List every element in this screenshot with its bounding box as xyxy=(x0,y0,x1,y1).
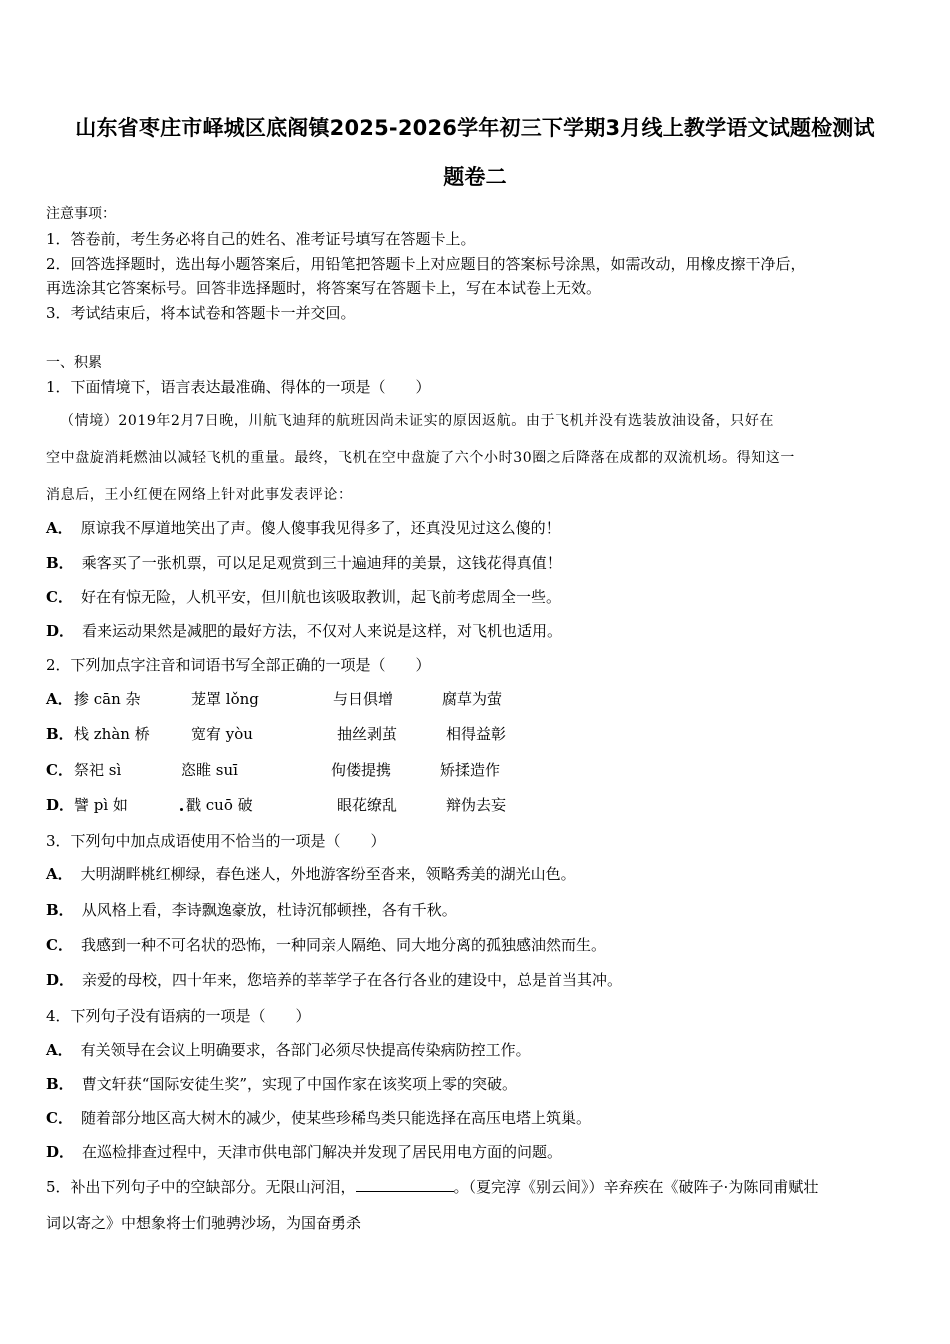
question-stem: 4．下列句子没有语病的一项是（ ） xyxy=(46,1007,311,1025)
option-letter: B． xyxy=(46,725,74,743)
notice-item-2: 2．回答选择题时，选出每小题答案后，用铅笔把答题卡上对应题目的答案标号涂黑，如需改动，用橡皮擦干净后， xyxy=(46,255,806,273)
stem-text: 5．补出下列句子中的空缺部分。无限山河泪， xyxy=(46,1178,356,1196)
answer-option[interactable] xyxy=(46,1141,562,1162)
option-text: 我感到一种不可名状的恐怖，一种同亲人隔绝、同大地分离的孤独感油然而生。 xyxy=(80,936,606,954)
answer-option[interactable] xyxy=(46,552,562,573)
notice-item-2-continued: 再选涂其它答案标号。回答非选择题时，将答案写在答题卡上，写在本试卷上无效。 xyxy=(46,279,602,297)
option-text: 有关领导在会议上明确要求，各部门必须尽快提高传染病防控工作。 xyxy=(80,1041,531,1059)
fill-in-blank[interactable] xyxy=(356,1177,454,1192)
question-stem: 3．下列句中加点成语使用不恰当的一项是（ ） xyxy=(46,832,386,850)
answer-option[interactable] xyxy=(46,620,562,641)
answer-option[interactable] xyxy=(46,969,622,990)
option-cell: 佝偻提携 xyxy=(331,761,392,779)
stem-text: 。（夏完淳《别云间》）辛弃疾在《破阵子·为陈同甫赋壮 xyxy=(453,1178,819,1196)
option-text: 亲爱的母校，四十年来，您培养的莘莘学子在各行各业的建设中，总是首当其冲。 xyxy=(82,971,623,989)
option-cell: 恣睢 suī xyxy=(181,761,238,779)
option-text: 在巡检排查过程中，天津市供电部门解决并发现了居民用电方面的问题。 xyxy=(82,1143,563,1161)
option-letter: D． xyxy=(46,971,75,989)
option-cell: 腐草为萤 xyxy=(442,690,503,708)
option-cell: 与日俱增 xyxy=(333,690,394,708)
notice-item-3: 3．考试结束后，将本试卷和答题卡一并交回。 xyxy=(46,304,356,322)
answer-option[interactable] xyxy=(46,1039,531,1060)
option-letter: C． xyxy=(46,761,73,779)
option-cell: 栈 zhàn 桥 xyxy=(74,725,150,743)
option-letter: A． xyxy=(46,519,73,537)
option-text: 看来运动果然是减肥的最好方法，不仅对人来说是这样，对飞机也适用。 xyxy=(82,622,563,640)
option-cell: 宽宥 yòu xyxy=(191,725,253,743)
question-stem xyxy=(46,1176,818,1197)
option-letter: B． xyxy=(46,901,74,919)
option-text: 好在有惊无险，人机平安，但川航也该吸取教训，起飞前考虑周全一些。 xyxy=(80,588,561,606)
option-cell: 抽丝剥茧 xyxy=(337,725,398,743)
option-letter: D． xyxy=(46,1143,75,1161)
context-line: 空中盘旋消耗燃油以减轻飞机的重量。最终，飞机在空中盘旋了六个小时30圈之后降落在成都的双流机场。得知这一 xyxy=(46,450,796,466)
notice-heading: 注意事项： xyxy=(46,206,116,222)
option-letter: D． xyxy=(46,622,75,640)
option-cell: 眼花缭乱 xyxy=(337,796,398,814)
notice-item-1: 1．答卷前，考生务必将自己的姓名、准考证号填写在答题卡上。 xyxy=(46,230,476,248)
context-line: 消息后，王小红便在网络上针对此事发表评论： xyxy=(46,487,353,503)
option-text: 随着部分地区高大树木的减少，使某些珍稀鸟类只能选择在高压电塔上筑巢。 xyxy=(80,1109,591,1127)
option-text: 大明湖畔桃红柳绿，春色迷人，外地游客纷至沓来，领略秀美的湖光山色。 xyxy=(80,865,576,883)
option-letter: C． xyxy=(46,1109,73,1127)
question-stem: 1．下面情境下，语言表达最准确、得体的一项是（ ） xyxy=(46,378,431,396)
answer-option[interactable] xyxy=(46,1107,591,1128)
option-text: 原谅我不厚道地笑出了声。傻人傻事我见得多了，还真没见过这么傻的！ xyxy=(80,519,561,537)
option-cell: 矫揉造作 xyxy=(440,761,501,779)
answer-option[interactable] xyxy=(46,1073,517,1094)
answer-option[interactable] xyxy=(46,586,561,607)
question-stem: 2．下列加点字注音和词语书写全部正确的一项是（ ） xyxy=(46,656,431,674)
option-cell: 祭祀 sì xyxy=(74,761,122,779)
question-stem-continued: 词以寄之》中想象将士们驰骋沙场，为国奋勇杀 xyxy=(46,1214,362,1232)
option-text: 乘客买了一张机票，可以足足观赏到三十遍迪拜的美景，这钱花得真值！ xyxy=(81,554,562,572)
option-cell: 茏罩 lǒng xyxy=(191,690,259,708)
option-letter: B． xyxy=(46,1075,74,1093)
option-cell: 戳 cuō 破 xyxy=(186,796,253,814)
option-letter: C． xyxy=(46,936,73,954)
option-letter: A． xyxy=(46,865,73,883)
page-title: 山东省枣庄市峄城区底阁镇2025-2026学年初三下学期3月线上教学语文试题检测试 xyxy=(75,116,875,140)
option-cell: 譬 pì 如 xyxy=(74,796,128,814)
context-line: （情境）2019年2月7日晚，川航飞迪拜的航班因尚未证实的原因返航。由于飞机并没有选装放油设备，只好在 xyxy=(60,413,775,429)
emphasis-dot-mark xyxy=(180,808,183,811)
answer-option[interactable] xyxy=(46,899,457,920)
option-letter: C． xyxy=(46,588,73,606)
option-cell: 辩伪去妄 xyxy=(446,796,507,814)
answer-option[interactable] xyxy=(46,934,606,955)
option-text: 曹文轩获“国际安徒生奖”，实现了中国作家在该奖项上零的突破。 xyxy=(81,1075,518,1093)
option-letter: D． xyxy=(46,796,75,814)
option-text: 从风格上看，李诗飘逸豪放，杜诗沉郁顿挫，各有千秋。 xyxy=(81,901,457,919)
answer-option[interactable] xyxy=(46,863,576,884)
option-letter: A． xyxy=(46,1041,73,1059)
option-letter: B． xyxy=(46,554,74,572)
section-heading: 一、积累 xyxy=(46,355,102,371)
page-title-continued: 题卷二 xyxy=(443,165,507,189)
option-cell: 相得益彰 xyxy=(446,725,507,743)
option-letter: A． xyxy=(46,690,73,708)
option-cell: 掺 cān 杂 xyxy=(74,690,141,708)
answer-option[interactable] xyxy=(46,517,561,538)
